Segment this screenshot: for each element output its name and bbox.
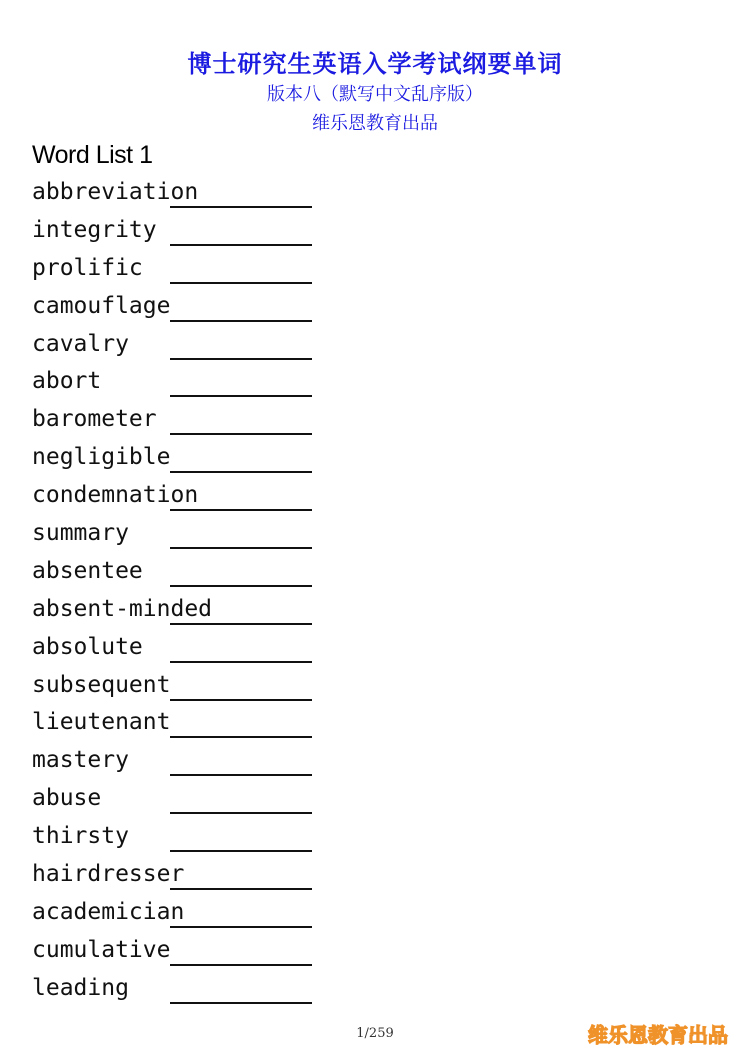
- word-text: camouflage: [32, 292, 171, 319]
- word-text: cumulative: [32, 936, 171, 963]
- word-text: abuse: [32, 785, 102, 812]
- answer-blank: [170, 774, 312, 776]
- word-text: abort: [32, 368, 102, 395]
- word-row: [32, 441, 312, 479]
- word-text: barometer: [32, 406, 157, 433]
- word-text: lieutenant: [32, 709, 171, 736]
- word-row: [32, 820, 312, 858]
- word-text: negligible: [32, 444, 171, 471]
- word-row: [32, 517, 312, 555]
- word-text: absentee: [32, 557, 143, 584]
- word-row: [32, 176, 312, 214]
- answer-blank: [170, 661, 312, 663]
- answer-blank: [170, 623, 312, 625]
- word-row: [32, 365, 312, 403]
- watermark-logo: 维乐恩教育出品: [588, 1023, 728, 1047]
- answer-blank: [170, 471, 312, 473]
- word-row: [32, 214, 312, 252]
- word-row: [32, 593, 312, 631]
- answer-blank: [170, 433, 312, 435]
- answer-blank: [170, 736, 312, 738]
- answer-blank: [170, 509, 312, 511]
- page-number: 1/259: [356, 1026, 394, 1041]
- word-row: [32, 782, 312, 820]
- answer-blank: [170, 1002, 312, 1004]
- word-text: mastery: [32, 747, 129, 774]
- word-text: subsequent: [32, 671, 171, 698]
- word-text: condemnation: [32, 482, 199, 509]
- answer-blank: [170, 282, 312, 284]
- answer-blank: [170, 206, 312, 208]
- word-row: [32, 555, 312, 593]
- word-row: [32, 934, 312, 972]
- answer-blank: [170, 926, 312, 928]
- word-text: absent-minded: [32, 595, 213, 622]
- answer-blank: [170, 585, 312, 587]
- word-text: absolute: [32, 633, 143, 660]
- word-text: integrity: [32, 216, 157, 243]
- word-row: [32, 744, 312, 782]
- word-row: [32, 403, 312, 441]
- answer-blank: [170, 547, 312, 549]
- word-text: academician: [32, 898, 185, 925]
- word-text: leading: [32, 974, 129, 1001]
- word-row: [32, 896, 312, 934]
- word-row: [32, 972, 312, 1010]
- answer-blank: [170, 812, 312, 814]
- word-text: hairdresser: [32, 861, 185, 888]
- publisher-line: 维乐恩教育出品: [312, 113, 438, 134]
- word-row: [32, 858, 312, 896]
- word-row: [32, 328, 312, 366]
- answer-blank: [170, 244, 312, 246]
- answer-blank: [170, 320, 312, 322]
- answer-blank: [170, 699, 312, 701]
- page-title: 博士研究生英语入学考试纲要单词: [187, 50, 563, 78]
- word-row: [32, 706, 312, 744]
- word-text: prolific: [32, 254, 143, 281]
- word-text: summary: [32, 520, 129, 547]
- word-list-heading: Word List 1: [32, 141, 153, 169]
- answer-blank: [170, 395, 312, 397]
- word-row: [32, 290, 312, 328]
- page-subtitle: 版本八（默写中文乱序版）: [267, 84, 483, 105]
- word-row: [32, 252, 312, 290]
- answer-blank: [170, 964, 312, 966]
- answer-blank: [170, 358, 312, 360]
- word-row: [32, 479, 312, 517]
- word-text: thirsty: [32, 823, 129, 850]
- word-row: [32, 669, 312, 707]
- word-text: cavalry: [32, 330, 129, 357]
- word-row: [32, 631, 312, 669]
- answer-blank: [170, 888, 312, 890]
- answer-blank: [170, 850, 312, 852]
- word-text: abbreviation: [32, 179, 199, 205]
- word-list: [32, 176, 312, 1010]
